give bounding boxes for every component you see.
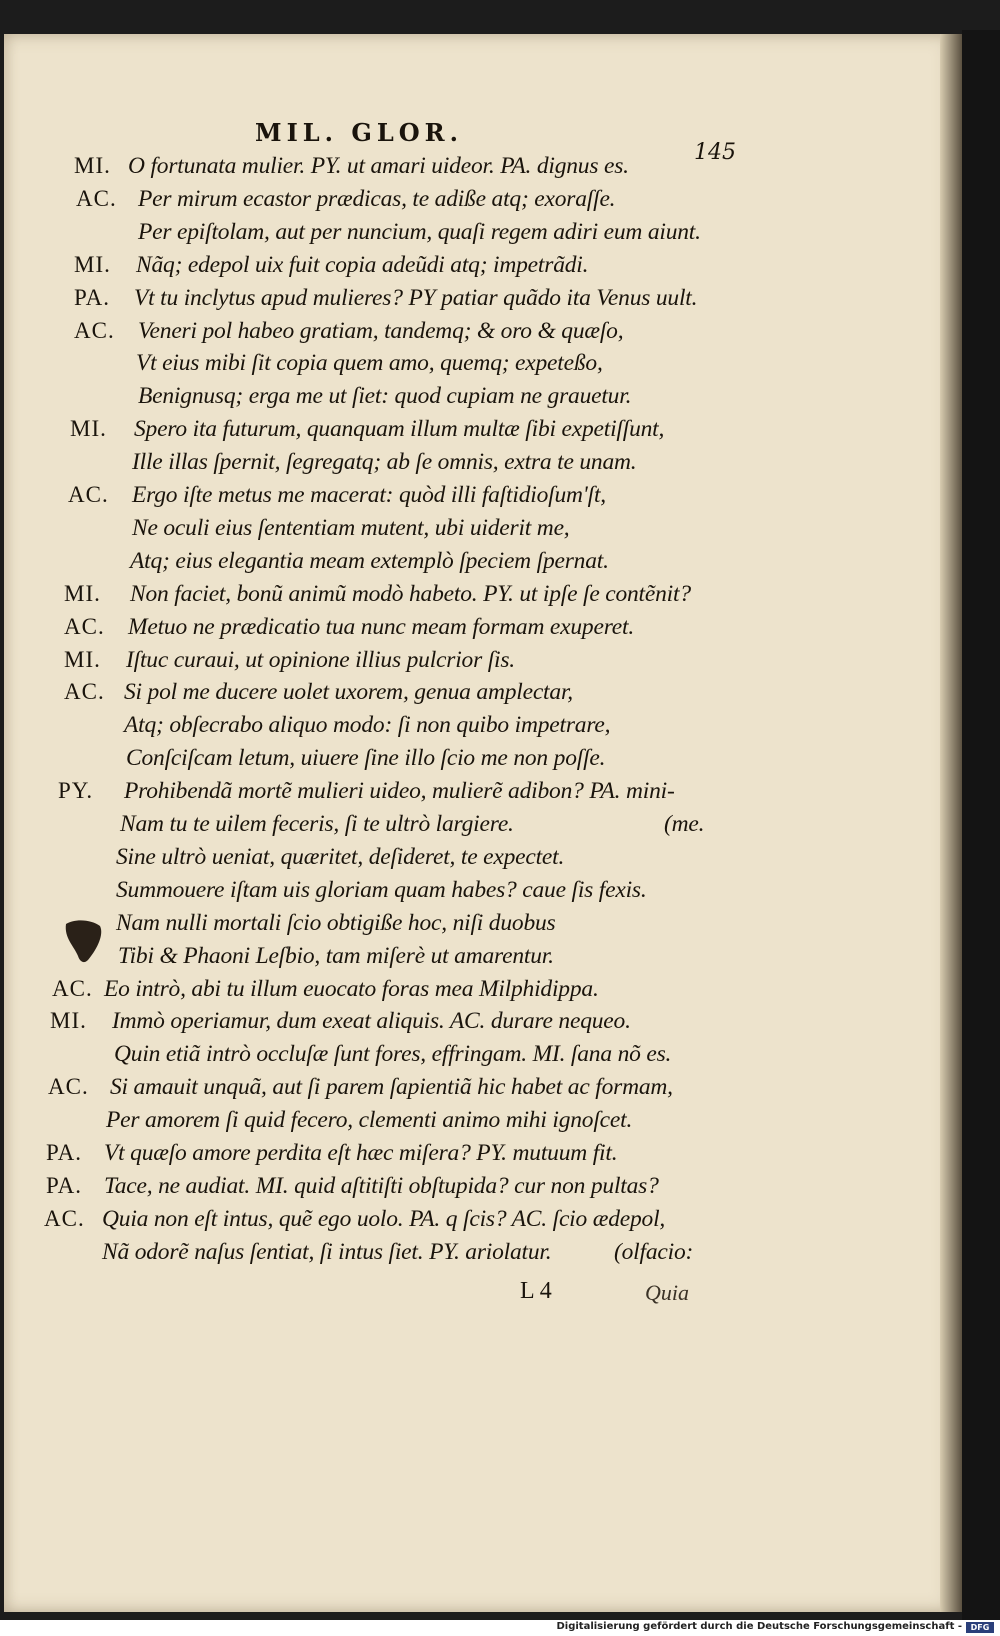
- verse-line: [0, 1173, 760, 1206]
- page-number: 145: [694, 140, 736, 165]
- page-edge-shadow: [940, 34, 962, 1612]
- verse-line: [0, 976, 760, 1009]
- verse-text: Per mirum ecastor prædicas, te adiße atq; exoraſſe.: [138, 185, 616, 212]
- verse-text: Benignusq; erga me ut ſiet: quod cupiam ne grauetur.: [138, 383, 632, 410]
- verse-text: Non faciet, bonũ animũ modò habeto. PY. ut ipſe ſe contẽnit?: [130, 580, 691, 607]
- verse-line: [0, 712, 760, 745]
- verse-line: [0, 285, 760, 318]
- verse-text: Sine ultrò ueniat, quæritet, deſideret, te expectet.: [116, 843, 565, 870]
- speaker-label: PA.: [74, 284, 111, 310]
- speaker-label: AC.: [74, 317, 115, 343]
- speaker-label: MI.: [70, 416, 107, 442]
- verse-text: Atq; obſecrabo aliquo modo: ſi non quibo impetrare,: [124, 712, 611, 739]
- verse-text: Conſciſcam letum, uiuere ſine illo ſcio me non poſſe.: [126, 745, 606, 772]
- verse-line: [0, 581, 760, 614]
- verse-line: [0, 1008, 760, 1041]
- verse-text: Tace, ne audiat. MI. quid aſtitiſti obſtupida? cur non pultas?: [104, 1172, 659, 1199]
- scan-border-right: [962, 30, 1000, 1620]
- verse-text: Nam nulli mortali ſcio obtigiße hoc, niſi duobus: [116, 909, 556, 936]
- verse-text: Ille illas ſpernit, ſegregatq; ab ſe omnis, extra te unam.: [132, 449, 637, 476]
- verse-text: Vt tu inclytus apud mulieres? PY patiar quãdo ita Venus uult.: [134, 284, 698, 311]
- speaker-label: AC.: [48, 1074, 89, 1100]
- speaker-label: AC.: [76, 185, 117, 211]
- verse-text: Ne oculi eius ſententiam mutent, ubi uiderit me,: [132, 514, 570, 541]
- running-head: MIL. GLOR.: [255, 118, 463, 147]
- verse-line: [0, 679, 760, 712]
- verse-line: [0, 219, 760, 252]
- ink-stain-mark: [62, 918, 104, 964]
- verse-text: Per amorem ſi quid fecero, clementi animo mihi ignoſcet.: [106, 1107, 633, 1134]
- speaker-label: PA.: [46, 1172, 83, 1198]
- verse-text: Metuo ne prædicatio tua nunc meam formam exuperet.: [128, 613, 635, 640]
- verse-line: [0, 745, 760, 778]
- verse-text: Immò operiamur, dum exeat aliquis. AC. durare nequeo.: [112, 1008, 631, 1035]
- signature-mark: L 4: [520, 1278, 552, 1304]
- verse-text: Veneri pol habeo gratiam, tandemq; & oro & quæſo,: [138, 317, 624, 344]
- footer-credit: Digitalisierung gefördert durch die Deutsche Forschungsgemeinschaft -: [556, 1621, 962, 1632]
- verse-text: Ergo iſte metus me macerat: quòd illi faſtidioſum'ſt,: [132, 482, 606, 508]
- verse-text: Prohibendã mortẽ mulieri uideo, mulierẽ adibon? PA. mini-: [124, 778, 675, 805]
- speaker-label: MI.: [50, 1008, 87, 1034]
- speaker-label: AC.: [64, 613, 105, 639]
- verse-line: [0, 1140, 760, 1173]
- dfg-logo: DFG: [966, 1622, 994, 1633]
- verse-line: [0, 383, 760, 416]
- verse-line: [0, 186, 760, 219]
- speaker-label: MI.: [74, 153, 111, 178]
- verse-line: [0, 614, 760, 647]
- speaker-label: AC.: [52, 975, 93, 1001]
- verse-line: [0, 153, 760, 186]
- turnover-text: (olfacio:: [614, 1238, 694, 1265]
- verse-line: [0, 877, 760, 910]
- speaker-label: MI.: [64, 580, 101, 606]
- speaker-label: MI.: [64, 646, 101, 672]
- verse-line: [0, 1239, 760, 1272]
- verse-text: Spero ita futurum, quanquam illum multæ ſibi expetiſſunt,: [134, 416, 665, 443]
- verse-line: [0, 548, 760, 581]
- verse-line: [0, 943, 760, 976]
- verse-text: Vt eius mibi ſit copia quem amo, quemq; expeteßo,: [136, 350, 603, 377]
- verse-text: Quin etiã intrò occluſæ ſunt fores, effringam. MI. ſana nõ es.: [114, 1041, 672, 1068]
- speaker-label: PY.: [58, 778, 94, 804]
- verse-line: [0, 844, 760, 877]
- verse-line: [0, 778, 760, 811]
- verse-text: Si pol me ducere uolet uxorem, genua amplectar,: [124, 679, 573, 706]
- catchword: Quia: [645, 1280, 689, 1305]
- verse-line: [0, 1041, 760, 1074]
- verse-line: [0, 350, 760, 383]
- speaker-label: AC.: [44, 1205, 85, 1231]
- speaker-label: MI.: [74, 251, 111, 277]
- speaker-label: AC.: [68, 482, 109, 507]
- verse-text: Atq; eius elegantia meam extemplò ſpeciem ſpernat.: [130, 547, 609, 574]
- verse-line: [0, 1107, 760, 1140]
- verse-text: Nã odorẽ naſus ſentiat, ſi intus ſiet. PY. ariolatur.: [102, 1238, 552, 1265]
- verse-text: Per epiſtolam, aut per nuncium, quaſi regem adiri eum aiunt.: [138, 218, 701, 245]
- verse-line: [0, 1206, 760, 1239]
- verse-line: [0, 1074, 760, 1107]
- verse-text: Eo intrò, abi tu illum euocato foras mea Milphidippa.: [104, 975, 599, 1002]
- verse-text: Nãq; edepol uix fuit copia adeũdi atq; impetrãdi.: [136, 251, 589, 278]
- verse-text: Quia non eſt intus, quẽ ego uolo. PA. q ſcis? AC. ſcio ædepol,: [102, 1205, 666, 1232]
- verse-text: Summouere iſtam uis gloriam quam habes? caue ſis fexis.: [116, 876, 647, 903]
- verse-line: [0, 647, 760, 680]
- verse-text: Vt quæſo amore perdita eſt hæc miſera? PY. mutuum fit.: [104, 1140, 618, 1166]
- verse-line: [0, 515, 760, 548]
- verse-line: [0, 449, 760, 482]
- verse-line: [0, 811, 760, 844]
- verse-line: [0, 318, 760, 351]
- speaker-label: AC.: [64, 679, 105, 705]
- verse-text: Tibi & Phaoni Leſbio, tam miſerè ut amarentur.: [118, 942, 554, 969]
- speaker-label: PA.: [46, 1140, 83, 1165]
- verse-line: [0, 910, 760, 943]
- verse-line: [0, 482, 760, 515]
- verse-text: Si amauit unquã, aut ſi parem ſapientiã hic habet ac formam,: [110, 1074, 673, 1101]
- verse-text: O fortunata mulier. PY. ut amari uideor. PA. dignus es.: [128, 153, 629, 179]
- verse-line: [0, 252, 760, 285]
- verse-text: Iſtuc curaui, ut opinione illius pulcrior ſis.: [126, 646, 515, 673]
- verse-text: Nam tu te uilem feceris, ſi te ultrò largiere.: [120, 811, 514, 837]
- turnover-text: (me.: [664, 811, 705, 837]
- verse-line: [0, 416, 760, 449]
